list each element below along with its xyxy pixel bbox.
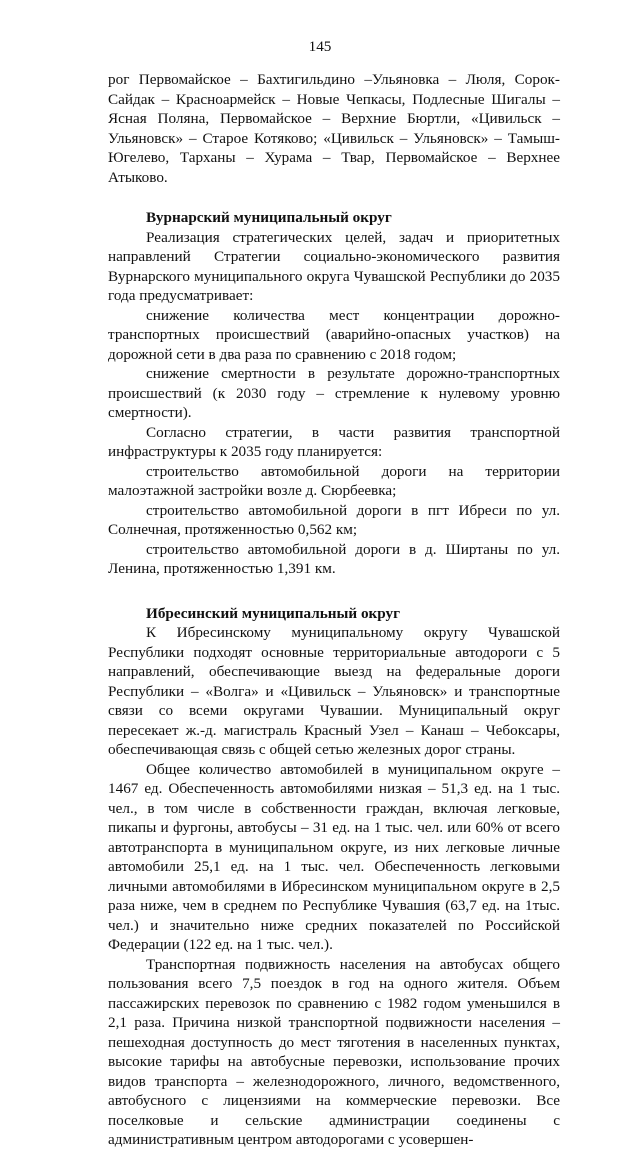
section-gap	[108, 579, 560, 604]
page-body	[108, 70, 560, 1150]
intro-paragraph: рог Первомайское – Бахтигильдино –Ульяновка – Люля, Сорок-Сайдак – Красноармейск – Новые Чепкасы, Подлесные Шигалы – Ясная Поляна, Первомайское – Верхние Бюртли, «Цивильск – Ульяновск» – Старое Котяково; «Цивильск – Ульяновск» – Тамыш-Югелево, Тарханы – Хурама – Твар, Первомайское – Верхнее Атыково.	[108, 71, 560, 186]
page-number: 145	[308, 38, 332, 55]
section-gap	[108, 187, 560, 208]
paragraph: К Ибресинскому муниципальному округу Чувашской Республики подходят основные территориальные автодороги с 5 направлений, обеспечивающие выезд на федеральные дороги Республики – «Волга» и «Цивильск – Ульяновск» и транспортные связи со всеми округами Чувашии. Муниципальный округ пересекает ж.-д. магистраль Красный Узел – Канаш – Чебоксары, обеспечивающая связь с общей сетью железных дорог страны.	[108, 624, 560, 758]
paragraph: строительство автомобильной дороги в д. Ширтаны по ул. Ленина, протяженностью 1,391 км.	[108, 540, 560, 577]
section-heading-vurnar: Вурнарский муниципальный округ	[146, 209, 392, 226]
paragraph: снижение количества мест концентрации дорожно-транспортных происшествий (аварийно-опасных участков) на дорожной сети в два раза по сравнению с 2018 годом;	[108, 306, 560, 363]
paragraph: Реализация стратегических целей, задач и приоритетных направлений Стратегии социально-экономического развития Вурнарского муниципального округа Чувашской Республики до 2035 года предусматривает:	[108, 228, 560, 304]
paragraph: Транспортная подвижность населения на автобусах общего пользования всего 7,5 поездок в год на одного жителя. Объем пассажирских перевозок по сравнению с 1982 годом уменьшился в 2,1 раза. Причина низкой транспортной подвижности населения – пешеходная доступность до мест тяготения в населенных пунктах, высокие тарифы на автобусные перевозки, использование прочих видов транспорта – железнодорожного, личного, ведомственного, автобусного с лицензиями на коммерческие перевозки. Все поселковые и сельские администрации соединены с административным центром автодорогами с усовершен-	[108, 955, 560, 1148]
paragraph: Общее количество автомобилей в муниципальном округе – 1467 ед. Обеспеченность автомобилями низкая – 51,3 ед. на 1 тыс. чел., в том числе в собственности граждан, включая легковые, пикапы и фургоны, автобусы – 31 ед. на 1 тыс. чел. или 60% от всего автотранспорта в муниципальном округе, из них легковые личные автомобили 25,1 ед. на 1 тыс. чел. Обеспеченность легковыми личными автомобилями в Ибресинском муниципальном округе в 2,5 раза ниже, чем в среднем по Республике Чувашия (63,7 ед. на 1тыс. чел.) и значительно ниже средних показателей по Российской Федерации (122 ед. на 1 тыс. чел.).	[108, 760, 560, 953]
paragraph: строительство автомобильной дороги на территории малоэтажной застройки возле д. Сюрбеевка;	[108, 462, 560, 499]
paragraph: снижение смертности в результате дорожно-транспортных происшествий (к 2030 году – стремление к нулевому уровню смертности).	[108, 365, 560, 421]
paragraph: строительство автомобильной дороги в пгт Ибреси по ул. Солнечная, протяженностью 0,562 км;	[108, 501, 560, 538]
paragraph: Согласно стратегии, в части развития транспортной инфраструктуры к 2035 году планируется:	[108, 423, 560, 460]
section-heading-ibresi: Ибресинский муниципальный округ	[146, 604, 401, 622]
